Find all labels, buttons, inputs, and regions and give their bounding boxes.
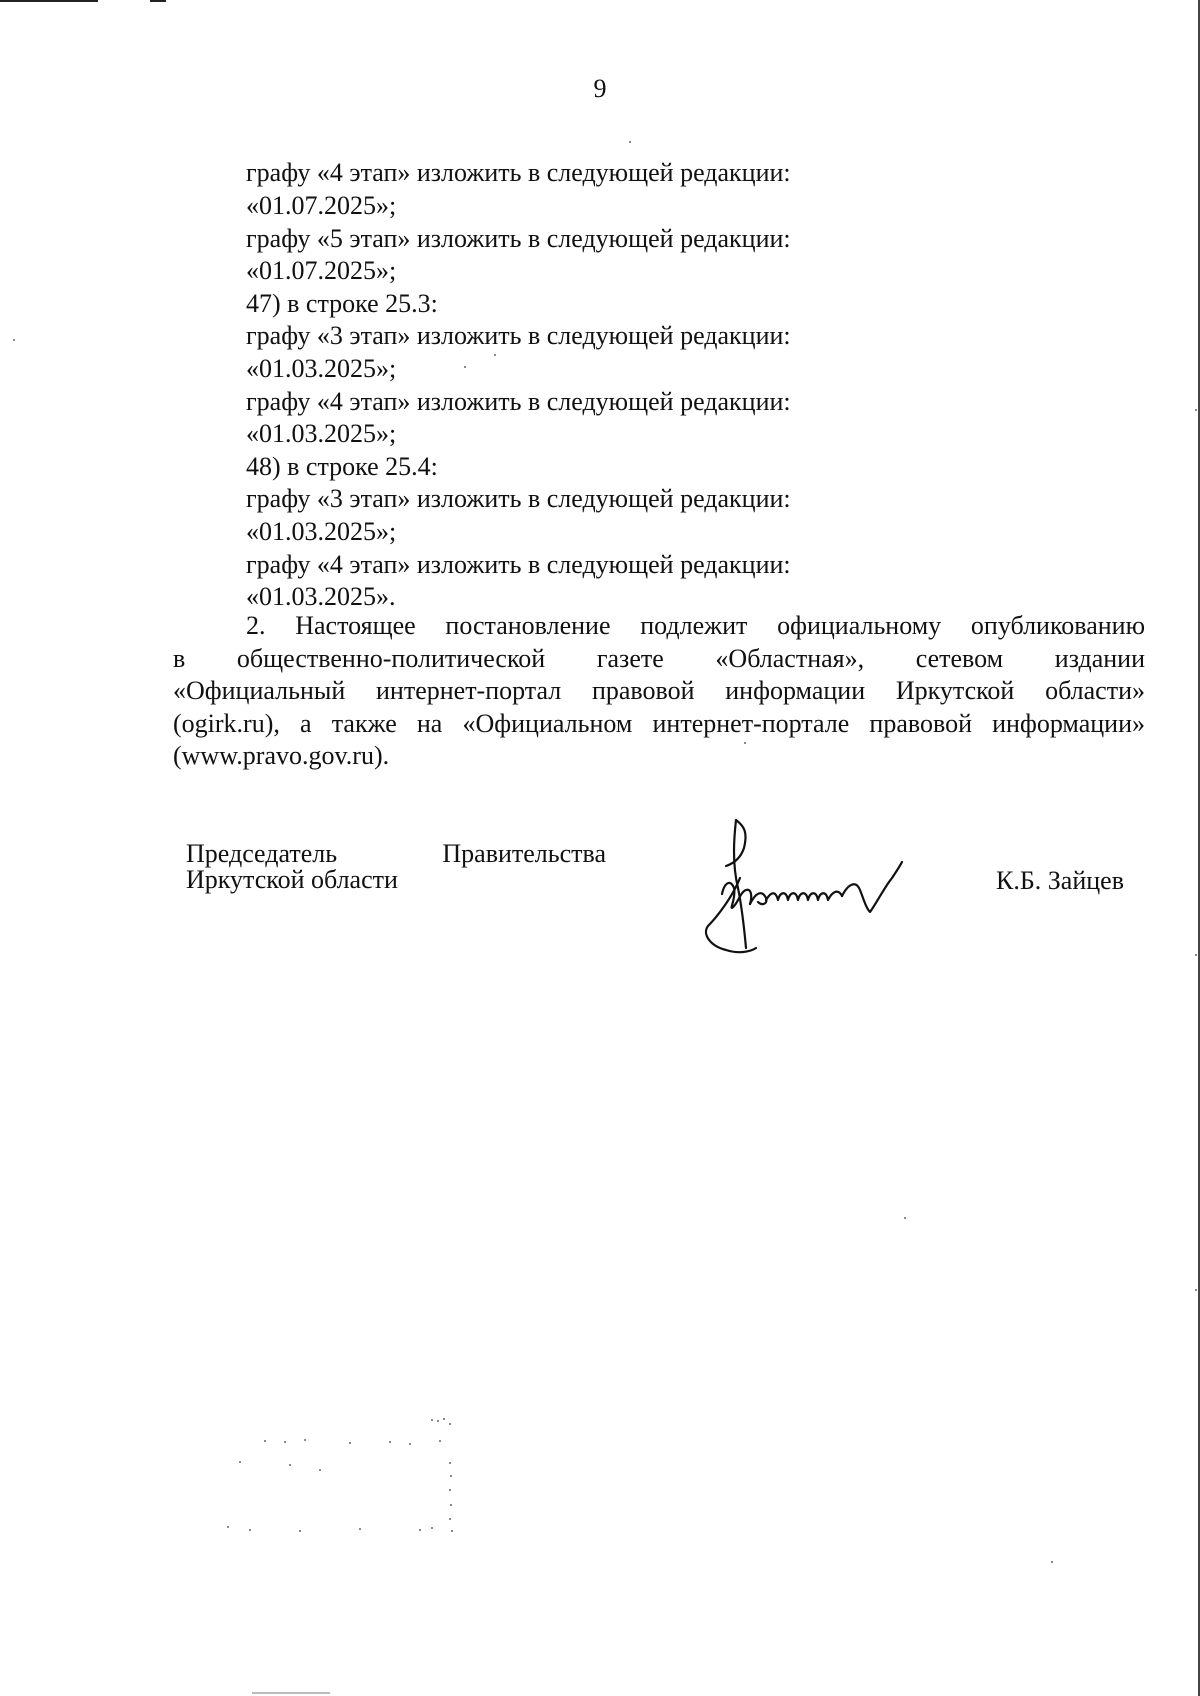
amendment-line-2: «01.07.2025»;: [246, 191, 397, 220]
signer-name: К.Б. Зайцев: [996, 866, 1124, 895]
publication-line-4: (ogirk.ru), а также на «Официальном интернет-портале правовой информации»: [173, 708, 1145, 738]
scan-edge-top-mark: [150, 0, 166, 2]
amendment-line-1: графу «4 этап» изложить в следующей редакции:: [246, 158, 791, 187]
amendment-line-10: 48) в строке 25.4:: [246, 452, 438, 481]
publication-paragraph: [173, 610, 1145, 773]
amendment-line-3: графу «5 этап» изложить в следующей редакции:: [246, 224, 791, 253]
publication-line-2: в общественно-политической газете «Областная», сетевом издании: [173, 643, 1145, 673]
signatory-title-word-1: Председатель: [186, 839, 338, 868]
handwritten-signature: [696, 808, 946, 958]
signatory-title-word-2: Правительства: [442, 839, 606, 868]
amendment-line-5: 47) в строке 25.3:: [246, 289, 438, 318]
amendment-line-14: «01.03.2025».: [246, 582, 396, 611]
signatory-title-line-2: Иркутской области: [186, 865, 398, 894]
amendment-line-6: графу «3 этап» изложить в следующей редакции:: [246, 321, 791, 350]
publication-line-3: «Официальный интернет-портал правовой информации Иркутской области»: [173, 676, 1145, 705]
publication-line-5: (www.pravo.gov.ru).: [173, 741, 390, 770]
amendment-line-7: «01.03.2025»;: [246, 354, 397, 383]
signatory-title: [186, 841, 606, 893]
publication-line-1: 2. Настоящее постановление подлежит официальному опубликованию: [246, 611, 1145, 640]
amendment-line-9: «01.03.2025»;: [246, 419, 397, 448]
amendment-line-4: «01.07.2025»;: [246, 256, 397, 285]
amendment-line-13: графу «4 этап» изложить в следующей редакции:: [246, 550, 791, 579]
amendment-line-8: графу «4 этап» изложить в следующей редакции:: [246, 387, 791, 416]
scan-edge-top-left: [0, 0, 98, 2]
amendment-line-11: графу «3 этап» изложить в следующей редакции:: [246, 484, 791, 513]
page-number: 9: [593, 74, 607, 103]
amendment-line-12: «01.03.2025»;: [246, 517, 397, 546]
